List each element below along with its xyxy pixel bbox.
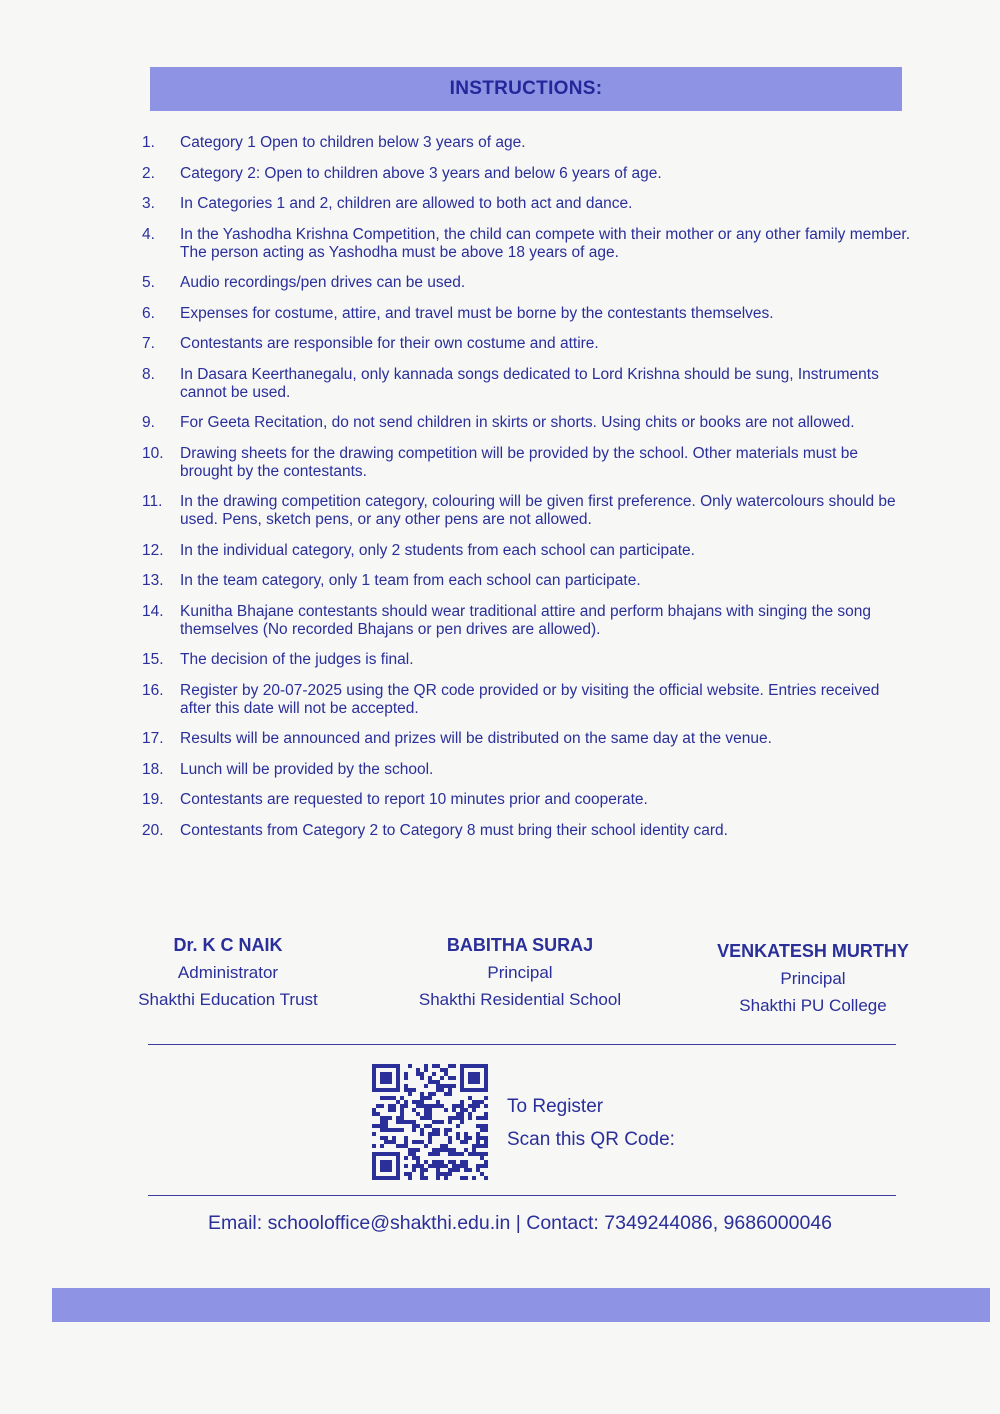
item-text: Kunitha Bhajane contestants should wear traditional attire and perform bhajans with singing the song themselves (No recorded Bhajans or pen drives are allowed).: [180, 602, 872, 638]
signatory-role: Administrator: [177, 963, 279, 982]
signatory-org: Shakthi Residential School: [418, 990, 622, 1009]
signatory-principal-school: [405, 932, 635, 1013]
item-number: 14.: [142, 602, 164, 620]
item-text: In the Yashodha Krishna Competition, the child can compete with their mother or any other family member. The person acting as Yashodha must be above 18 years of age.: [180, 225, 911, 261]
item-number: 1.: [142, 134, 155, 151]
signatory-administrator: [128, 932, 328, 1013]
signatory-org: Shakthi PU College: [739, 996, 887, 1015]
item-number: 10.: [142, 444, 164, 462]
item-text: In Dasara Keerthanegalu, only kannada songs dedicated to Lord Krishna should be sung, Instruments cannot be used.: [180, 365, 879, 401]
item-number: 13.: [142, 572, 164, 589]
signatory-role: Principal: [780, 969, 846, 988]
list-item: [142, 445, 912, 481]
item-number: 3.: [142, 195, 155, 212]
item-number: 6.: [142, 304, 155, 322]
list-item: [142, 414, 912, 432]
list-item: [142, 572, 912, 590]
item-text: In the drawing competition category, colouring will be given first preference. Only watercolours should be used. Pens, sketch pens, or any other pens are not allowed.: [180, 493, 896, 528]
signatory-name: Dr. K C NAIK: [173, 935, 283, 955]
item-number: 4.: [142, 225, 155, 243]
list-item: [142, 603, 912, 639]
list-item: [142, 730, 912, 748]
signatory-name: VENKATESH MURTHY: [717, 941, 909, 961]
list-item: [142, 335, 912, 353]
footer-band: [52, 1288, 990, 1322]
list-item: [142, 682, 912, 718]
list-item: [142, 542, 912, 560]
instructions-list: [142, 134, 912, 852]
item-number: 16.: [142, 681, 164, 699]
list-item: [142, 305, 912, 323]
divider-bottom: [148, 1195, 896, 1196]
list-item: [142, 791, 912, 809]
list-item: [142, 165, 912, 183]
signatory-role: Principal: [487, 963, 553, 982]
item-number: 9.: [142, 414, 155, 431]
signatory-org: Shakthi Education Trust: [138, 990, 318, 1009]
list-item: [142, 493, 912, 529]
item-number: 19.: [142, 791, 164, 808]
item-number: 7.: [142, 335, 155, 352]
list-item: [142, 761, 912, 779]
signatory-principal-college: [698, 938, 928, 1019]
list-item: [142, 822, 912, 840]
register-instruction: [507, 1090, 675, 1156]
item-text: Expenses for costume, attire, and travel must be borne by the contestants themselves.: [180, 304, 774, 322]
item-text: Contestants are requested to report 10 minutes prior and cooperate.: [180, 791, 648, 808]
item-text: Category 2: Open to children above 3 years and below 6 years of age.: [180, 164, 662, 182]
qr-code-icon[interactable]: [372, 1060, 488, 1184]
item-number: 12.: [142, 541, 164, 559]
item-text: For Geeta Recitation, do not send children in skirts or shorts. Using chits or books are not allowed.: [180, 414, 855, 431]
register-line-2: Scan this QR Code:: [507, 1129, 675, 1150]
list-item: [142, 134, 912, 152]
item-number: 15.: [142, 651, 164, 668]
divider-top: [148, 1044, 896, 1045]
item-number: 11.: [142, 493, 163, 510]
item-text: In the individual category, only 2 students from each school can participate.: [180, 541, 695, 559]
item-number: 18.: [142, 760, 164, 778]
list-item: [142, 274, 912, 292]
list-item: [142, 226, 912, 262]
item-number: 2.: [142, 164, 155, 182]
item-text: The decision of the judges is final.: [180, 651, 414, 668]
list-item: [142, 195, 912, 213]
instructions-title: INSTRUCTIONS:: [449, 78, 603, 99]
item-text: Lunch will be provided by the school.: [180, 760, 434, 778]
signatory-name: BABITHA SURAJ: [446, 935, 594, 955]
item-number: 17.: [142, 730, 164, 747]
item-text: Contestants are responsible for their own costume and attire.: [180, 335, 599, 352]
item-text: Drawing sheets for the drawing competition will be provided by the school. Other materials must be brought by the contestants.: [180, 444, 859, 480]
item-text: Contestants from Category 2 to Category 8 must bring their school identity card.: [180, 821, 728, 839]
list-item: [142, 651, 912, 669]
instructions-header-band: [150, 67, 902, 111]
item-text: In Categories 1 and 2, children are allowed to both act and dance.: [180, 195, 633, 212]
list-item: [142, 366, 912, 402]
item-text: Results will be announced and prizes will be distributed on the same day at the venue.: [180, 730, 772, 747]
item-number: 5.: [142, 274, 155, 291]
item-text: Audio recordings/pen drives can be used.: [180, 274, 466, 291]
item-text: Register by 20-07-2025 using the QR code provided or by visiting the official website. Entries received after this date will not be accepted.: [180, 681, 880, 717]
item-text: Category 1 Open to children below 3 years of age.: [180, 134, 526, 151]
item-number: 20.: [142, 821, 164, 839]
item-text: In the team category, only 1 team from each school can participate.: [180, 572, 641, 589]
contact-line: Email: schooloffice@shakthi.edu.in | Contact: 7349244086, 9686000046: [207, 1212, 833, 1234]
signatures-row: [0, 932, 1000, 1022]
register-line-1: To Register: [507, 1096, 604, 1117]
item-number: 8.: [142, 365, 155, 383]
